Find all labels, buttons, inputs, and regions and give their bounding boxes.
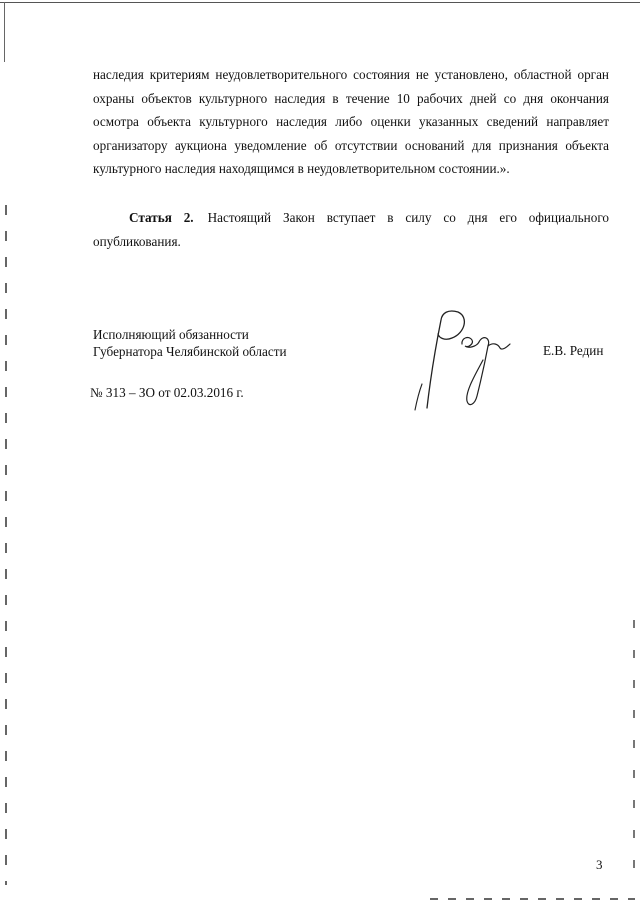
law-number-date: № 313 – ЗО от 02.03.2016 г. [90,385,244,400]
scan-artifact-bottom [430,898,635,900]
scan-edge-top [0,2,640,3]
article-2-paragraph [93,206,609,253]
article-label: Статья 2. [129,210,194,225]
scan-artifact-left [5,205,7,885]
continuation-paragraph: наследия критериям неудовлетворительного состояния не установлено, областной орган охраны объектов культурного наследия в течение 10 рабочих дней со дня окончания осмотра объекта культурного наследия либо оценки указанных сведений направляет организатору аукциона уведомление об отсутствии оснований для признания объекта культурного наследия находящимся в неудовлетворительном состоянии.». [93,67,609,176]
signer-position-line-1: Исполняющий обязанности [93,327,249,342]
scan-edge-left [4,2,5,62]
signer-position-line-2: Губернатора Челябинской области [93,344,287,359]
page-number: 3 [596,857,603,872]
signer-name: Е.В. Редин [543,343,604,358]
signer-position [93,326,287,360]
scan-artifact-right [633,620,635,890]
article-text: Настоящий Закон вступает в силу со дня его официального опубликования. [93,210,609,249]
handwritten-signature [405,300,535,415]
